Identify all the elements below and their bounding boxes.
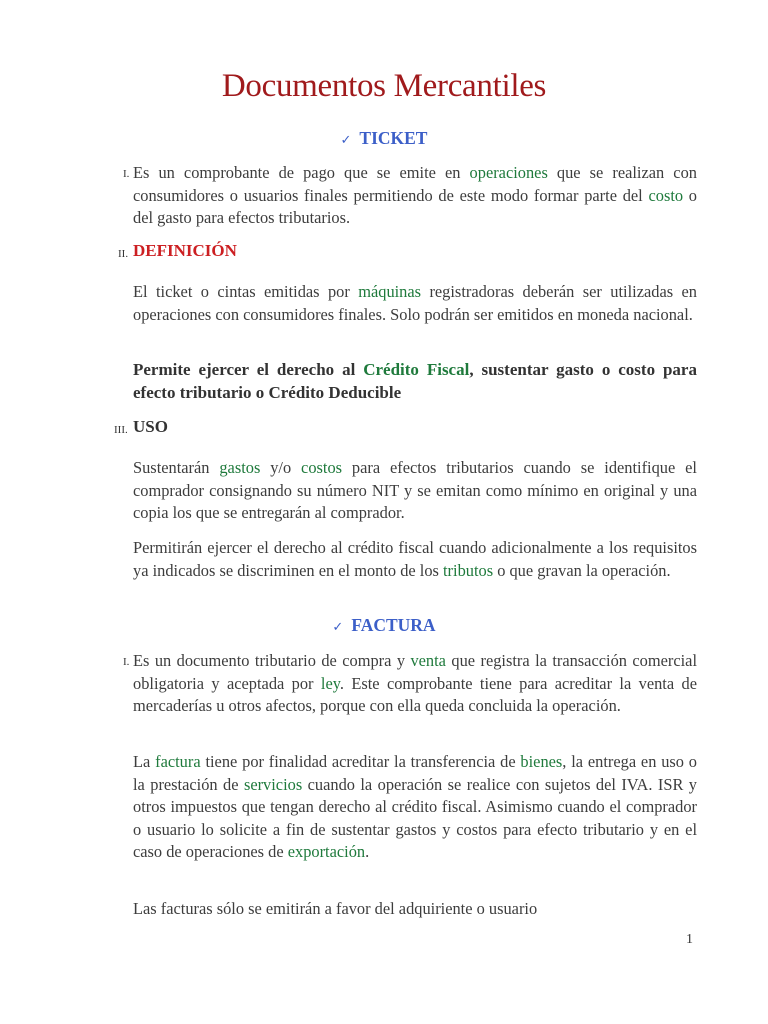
roman-numeral: I. (123, 168, 130, 180)
text-run: o del gasto para efectos tributarios. (133, 185, 698, 227)
text-run: tiene por finalidad acreditar la transferencia de (200, 752, 521, 771)
factura-paragraph-3: Las facturas sólo se emitirán a favor del adquiriente o usuario (133, 899, 538, 918)
text-run: registradoras deberán ser utilizadas en operaciones con consumidores finales. Solo podrán ser emitidos en moneda nacional. (133, 282, 697, 324)
text-run: que se realizan con consumidores o usuarios finales permitiendo de este modo formar parte del (133, 163, 697, 205)
highlight-operaciones: operaciones (469, 163, 548, 182)
text-run: , sustentar gasto o costo para efecto tributario o Crédito Deducible (133, 360, 697, 402)
text-run: cuando la operación se realice con sujetos del IVA. ISR y otros impuestos que tengan derecho al crédito fiscal. Asimismo cuando el comprador o usuario lo solicite a fin de sustentar gastos y costos para efecto tributario y en el caso de operaciones de (133, 774, 697, 861)
factura-heading (0, 615, 768, 636)
text-run: Es un documento tributario de compra y (133, 651, 411, 670)
factura-description-paragraph (133, 650, 697, 718)
ticket-description-paragraph (133, 162, 697, 230)
page-number: 1 (686, 932, 693, 947)
highlight-bienes: bienes (520, 752, 563, 771)
checkmark-icon: ✓ (340, 133, 352, 148)
highlight-gastos: gastos (219, 458, 261, 477)
ticket-heading-label: TICKET (359, 128, 428, 148)
text-run: Es un comprobante de pago que se emite en (133, 163, 470, 182)
uso-paragraph-2 (133, 537, 697, 582)
factura-paragraph-2 (133, 751, 697, 864)
highlight-exportacion: exportación (287, 842, 366, 861)
text-run: . Este comprobante tiene para acreditar la venta de mercaderías u otros afectos, porque con ella queda concluida la operación. (133, 673, 697, 715)
text-run: Permite ejercer el derecho al (133, 360, 364, 379)
roman-numeral: I. (123, 656, 130, 668)
roman-numeral: II. (118, 248, 129, 260)
highlight-tributos: tributos (443, 560, 494, 580)
highlight-venta: venta (410, 651, 446, 670)
uso-paragraph-1 (133, 457, 697, 525)
highlight-costos: costos (301, 458, 343, 477)
checkmark-icon: ✓ (332, 620, 344, 635)
factura-heading-label: FACTURA (351, 615, 436, 635)
text-run: . (365, 842, 370, 861)
text-run: Sustentarán (133, 458, 220, 477)
definicion-paragraph-2 (133, 359, 697, 404)
ticket-heading (0, 128, 768, 149)
text-run: El ticket o cintas emitidas por (133, 282, 359, 301)
text-run: para efectos tributarios cuando se identifique el comprador consignando su número NIT y se emitan como mínimo en original y una copia los que se entregarán al comprador. (133, 458, 697, 522)
highlight-maquinas: máquinas (358, 282, 422, 301)
highlight-servicios: servicios (243, 774, 303, 794)
definicion-heading: DEFINICIÓN (133, 241, 237, 260)
text-run: y/o (260, 458, 302, 477)
definicion-paragraph-1 (133, 281, 697, 326)
highlight-ley: ley (320, 673, 340, 693)
highlight-factura: factura (155, 752, 201, 771)
text-run: que registra la transacción comercial obligatoria y aceptada por (133, 651, 697, 693)
uso-heading: USO (133, 417, 168, 436)
highlight-costo: costo (648, 185, 684, 205)
document-title: Documentos Mercantiles (221, 68, 547, 104)
text-run: La (133, 752, 156, 771)
text-run: Permitirán ejercer el derecho al crédito fiscal cuando adicionalmente a los requisitos ya indicados se discriminen en el monto de los (133, 538, 697, 580)
highlight-credito-fiscal: Crédito Fiscal (363, 360, 470, 379)
roman-numeral: III. (114, 424, 128, 436)
text-run: , la entrega en uso o la prestación de (133, 752, 698, 794)
text-run: o que gravan la operación. (493, 560, 671, 580)
